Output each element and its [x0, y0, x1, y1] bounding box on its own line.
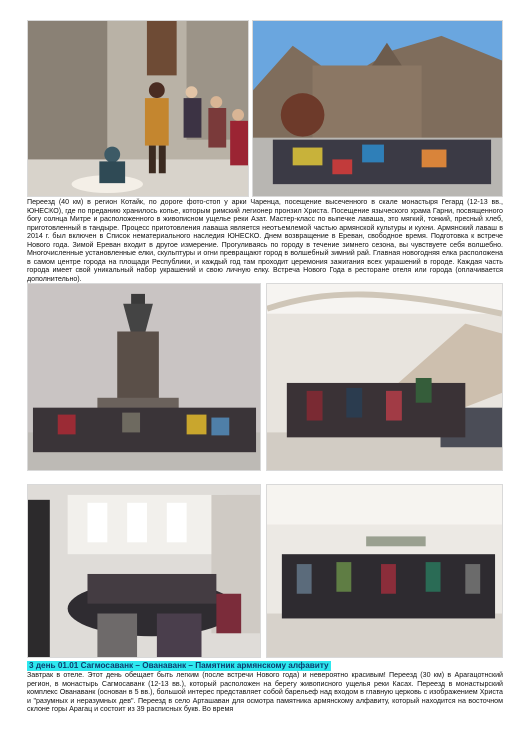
photo-restaurant-group: [266, 484, 503, 658]
photo-hotel-staircase: [266, 283, 503, 471]
photo-geghard-group: [252, 20, 503, 197]
day2-description: Переезд (40 км) в регион Котайк, по дороге фото-стоп у арки Чаренца, посещение высеченного в скале монастыря Гегард (12-13 вв., ЮНЕСКО), где по преданию хранилось копье, которым римский легионер пронзил Христа. Посещение языческого храма Гарни, посвященного богу солнца Митре и расположенного в живописном ущелье реки Азат. Мастер-класс по выпечке лаваша, это мягкий, тонкий, пресный хлеб, приготовленный в тандыре. Процесс приготовления лаваша является неотъемлемой частью армянской культуры и кухни. Армянский лаваш в 2014 г. был включен в Список нематериального наследия ЮНЕСКО. Днем возвращение в Ереван, свободное время. Подготовка к встрече Нового года. Зимой Ереван входит в другое измерение. Прогуливаясь по городу в течение зимнего сезона, вы чувствуете себя волшебно. Многочисленные установленные елки, скульптуры и огни превращают город в волшебный зимний рай. Главная новогодняя елка расположена в самом центре города на площади Республики, и каждый год там проходит церемония зажигания всех украшений в городе. Каждая часть города имеет свой уникальный набор украшений и свою личную елку. Встреча Нового Года в ресторане отеля или города (оплачивается дополнительно).: [27, 198, 503, 283]
photo-mother-armenia: [27, 283, 261, 471]
photo-lavash-baking: [27, 20, 249, 197]
photo-banquet-table: [27, 484, 261, 658]
day3-heading: 3 день 01.01 Сагмосаванк – Ованаванк – Памятник армянскому алфавиту: [29, 661, 329, 670]
day3-description: Завтрак в отеле. Этот день обещает быть легким (после встречи Нового года) и невероятно красивым! Переезд (30 км) в Арагацотнский регион, в монастырь Сагмосаванк (12-13 вв.), который расположен на берегу живописного ущелья реки Касах. Переезд в монастырский комплекс Ованаванк (основан в 5 вв.), большой интерес представляет собой барельеф над входом в главную церковь с изображением Христа и "разумных и неразумных дев". Переезд в село Арташаван для осмотра памятника армянскому алфавиту, который находится на восточном склоне горы Арагац и состоит из 39 расписных букв. Во время: [27, 671, 503, 714]
